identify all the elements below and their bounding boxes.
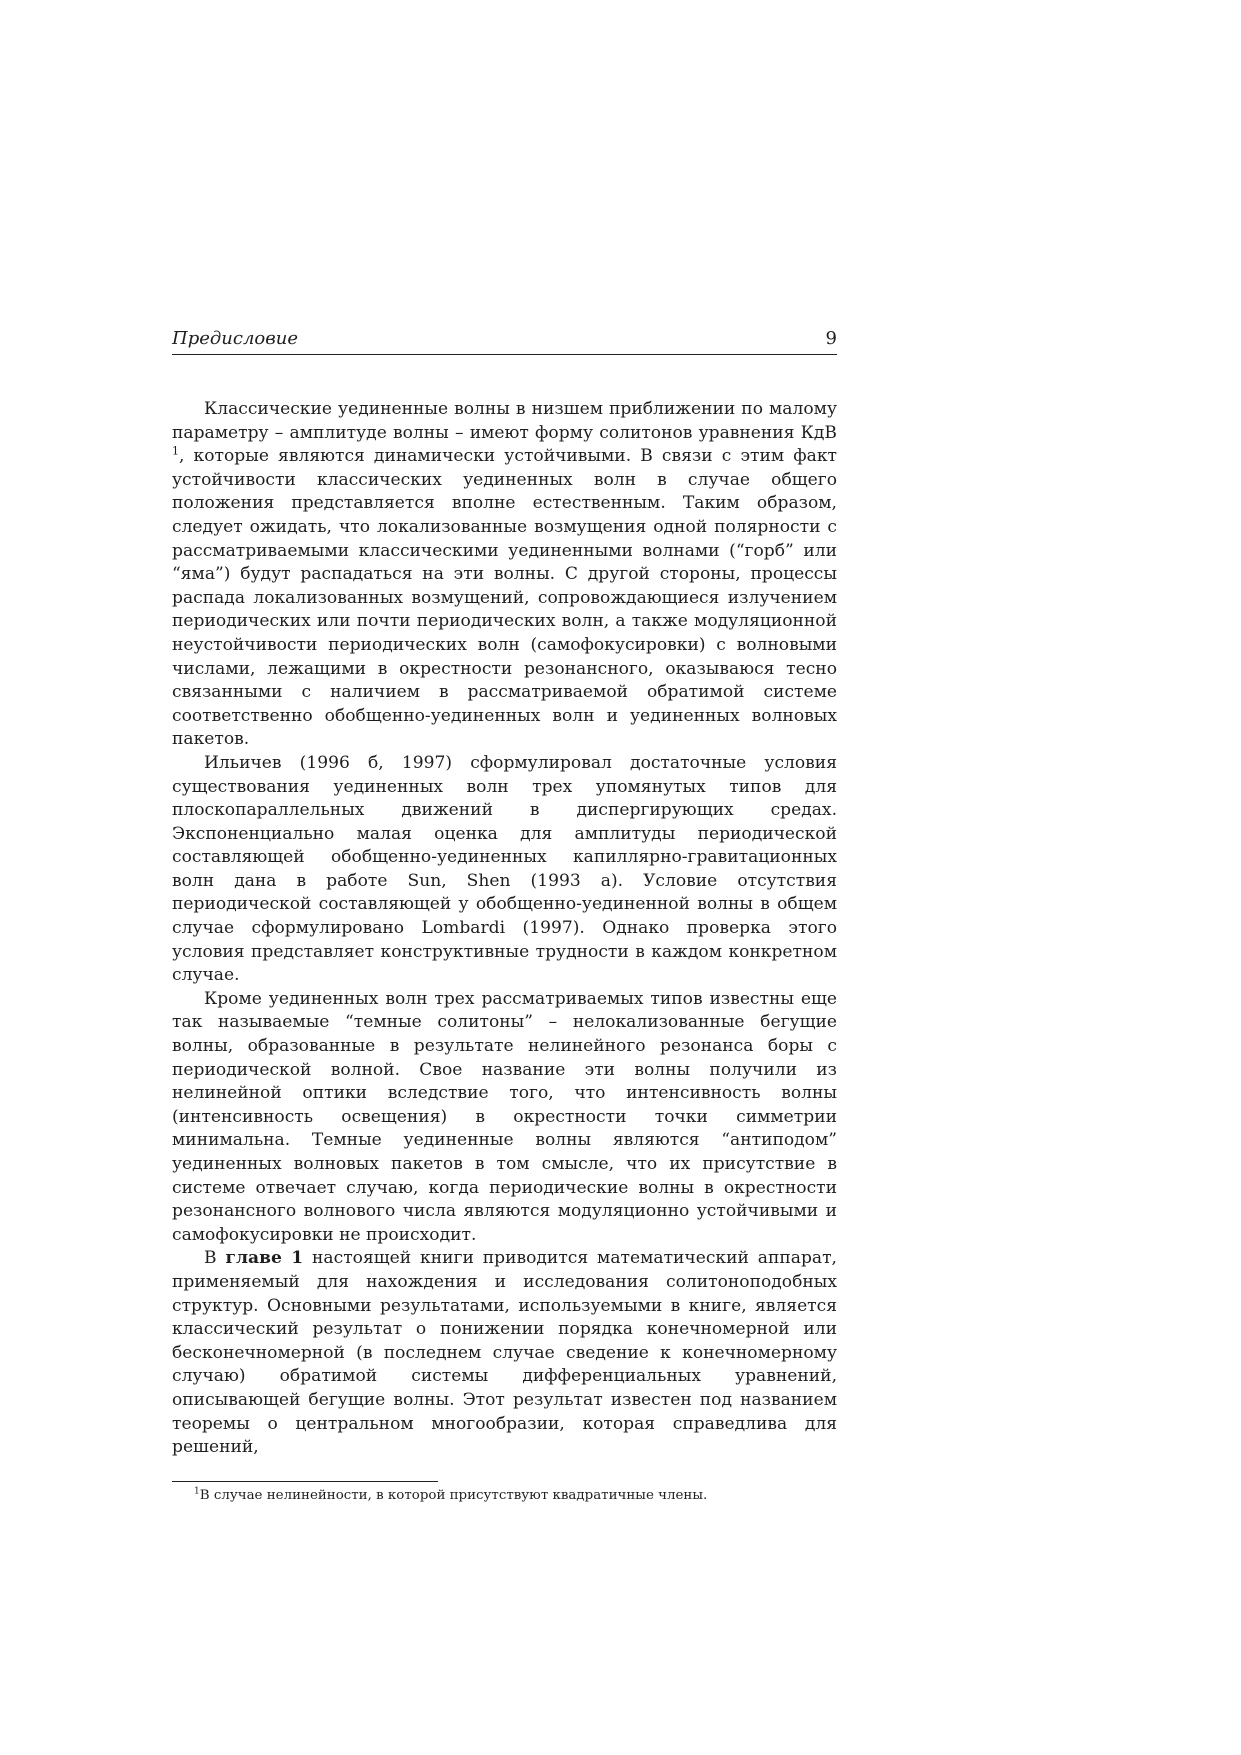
paragraph-1-text-a: Классические уединенные волны в низшем приближении по малому параметру – амплитуде волны – имеют форму солитонов уравнения КдВ — [172, 399, 837, 443]
footnote-text: В случае нелинейности, в которой присутствуют квадратичные члены. — [199, 1487, 708, 1503]
paragraph-4 — [172, 1247, 837, 1459]
footnote-reference: 1 — [172, 444, 179, 458]
paragraph-3: Кроме уединенных волн трех рассматриваемых типов известны еще так называемые “темные солитоны” – нелокализованные бегущие волны, образованные в результате нелинейного резонанса боры с периодической волной. Свое название эти волны получили из нелинейной оптики вследствие того, что интенсивность волны (интенсивность освещения) в окрестности точки симметрии минимальна. Темные уединенные волны являются “антиподом” уединенных волновых пакетов в том смысле, что их присутствие в системе отвечает случаю, когда периодические волны в окрестности резонансного волнового числа являются модуляционно устойчивыми и самофокусировки не происходит. — [172, 988, 837, 1245]
chapter-reference: главе 1 — [225, 1248, 304, 1269]
main-text — [172, 398, 837, 1460]
paragraph-4-text-b: настоящей книги приводится математический аппарат, применяемый для нахождения и исследования солитоноподобных структур. Основными результатами, используемыми в книге, является классический результат о понижении порядка конечномерной или бесконечномерной (в последнем случае сведение к конечномерному случаю) обратимой системы дифференциальных уравнений, описывающей бегущие волны. Этот результат известен под названием теоремы о центральном многообразии, которая справедлива для решений, — [172, 1248, 837, 1458]
running-head: Предисловие — [172, 328, 298, 349]
paragraph-2: Ильичев (1996 б, 1997) сформулировал достаточные условия существования уединенных волн трех упомянутых типов для плоскопараллельных движений в диспергирующих средах. Экспоненциально малая оценка для амплитуды периодической составляющей обобщенно-уединенных капиллярно-гравитационных волн дана в работе Sun, Shen (1993 а). Условие отсутствия периодической составляющей у обобщенно-уединенной волны в общем случае сформулировано Lombardi (1997). Однако проверка этого условия представляет конструктивные трудности в каждом конкретном случае. — [172, 752, 837, 986]
paragraph-1 — [172, 398, 837, 752]
paragraph-4-text-a: В — [204, 1248, 226, 1269]
footnote — [172, 1487, 837, 1505]
page-number: 9 — [825, 328, 837, 349]
page-header — [172, 326, 837, 355]
footnote-divider — [172, 1481, 438, 1482]
book-page — [172, 326, 837, 1505]
paragraph-1-text-b: , которые являются динамически устойчивыми. В связи с этим факт устойчивости классических уединенных волн в случае общего положения представляется вполне естественным. Таким образом, следует ожидать, что локализованные возмущения одной полярности с рассматриваемыми классическими уединенными волнами (“горб” или “яма”) будут распадаться на эти волны. С другой стороны, процессы распада локализованных возмущений, сопровождающиеся излучением периодических или почти периодических волн, а также модуляционной неустойчивости периодических волн (самофокусировки) с волновыми числами, лежащими в окрестности резонансного, оказываюся тесно связанными с наличием в рассматриваемой обратимой системе соответственно обобщенно-уединенных волн и уединенных волновых пакетов. — [172, 446, 837, 750]
footnote-mark: 1 — [194, 1486, 200, 1497]
